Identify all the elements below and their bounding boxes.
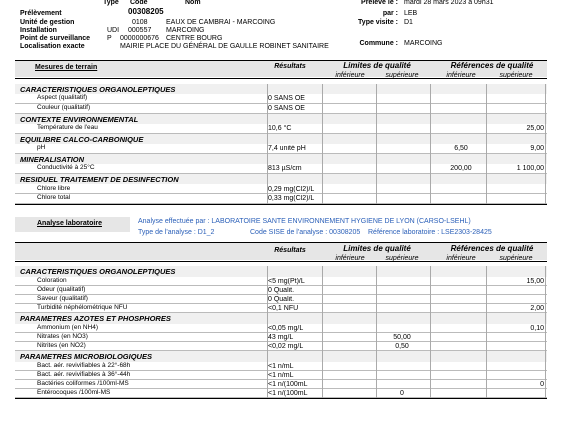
param-label: Bactéries coliformes /100ml-MS bbox=[37, 380, 129, 387]
param-result: 0 Qualit. bbox=[268, 287, 295, 294]
param-lim-sup: 0 bbox=[400, 390, 404, 397]
th-references: Références de qualité bbox=[450, 61, 534, 70]
column-divider bbox=[322, 266, 323, 398]
param-ref-sup: 25,00 bbox=[526, 125, 544, 133]
th-ref-sup-2: supérieure bbox=[499, 255, 533, 262]
column-divider bbox=[486, 266, 487, 398]
param-label: Chlore total bbox=[37, 194, 71, 202]
th-references-2: Références de qualité bbox=[450, 244, 534, 253]
column-divider bbox=[267, 266, 268, 398]
header-row-nom: CENTRE BOURG bbox=[166, 35, 223, 42]
param-result: <0,05 mg/L bbox=[268, 325, 304, 332]
section-title: PARAMETRES MICROBIOLOGIQUES bbox=[20, 351, 152, 361]
param-label: Aspect (qualitatif) bbox=[37, 94, 88, 102]
param-lim-sup: 0,50 bbox=[395, 343, 409, 350]
row-divider bbox=[15, 294, 547, 295]
param-label: Bact. aér. revivifiables à 36°-44h bbox=[37, 371, 131, 378]
param-ref-sup: 1 100,00 bbox=[516, 165, 544, 173]
param-result: <0,02 mg/L bbox=[268, 343, 304, 350]
header-row-label: Installation bbox=[20, 27, 57, 34]
param-lim-sup: 50,00 bbox=[393, 334, 411, 341]
section-title: MINERALISATION bbox=[20, 154, 85, 164]
param-result: 813 µS/cm bbox=[268, 165, 302, 173]
divider bbox=[15, 204, 547, 205]
row-divider bbox=[15, 332, 547, 333]
param-ref-inf: 200,00 bbox=[450, 165, 472, 173]
commune-label: Commune : bbox=[359, 40, 398, 47]
prelev-date-value: mardi 28 mars 2023 à 09h31 bbox=[404, 0, 494, 6]
prelevement-code: 00308205 bbox=[128, 7, 164, 16]
param-label: Bact. aér. revivifiables à 22°-68h bbox=[37, 362, 131, 369]
section-band bbox=[15, 154, 547, 164]
header-row-type: UDI bbox=[107, 27, 120, 34]
th-ref-inf-2: inférieure bbox=[446, 255, 476, 262]
param-label: Conductivité à 25°C bbox=[37, 164, 95, 172]
terrain-title: Mesures de terrain bbox=[35, 64, 98, 71]
param-label: Coloration bbox=[37, 277, 67, 284]
param-result: 43 mg/L bbox=[268, 334, 294, 341]
param-ref-sup: 2,00 bbox=[530, 305, 544, 312]
header-row-code: 0000000676 bbox=[120, 35, 159, 42]
header-col-type: Type bbox=[103, 0, 119, 6]
param-result: 10,6 °C bbox=[268, 125, 292, 133]
localisation-value: MAIRIE PLACE DU GÉNÉRAL DE GAULLE ROBINET SANITAIRE bbox=[120, 43, 329, 50]
param-ref-sup: 0 bbox=[540, 381, 544, 388]
param-result: <1 n/mL bbox=[268, 372, 294, 379]
column-divider bbox=[267, 84, 268, 204]
param-result: 0 SANS OE bbox=[268, 95, 305, 103]
param-result: 0,29 mg(Cl2)/L bbox=[268, 185, 315, 193]
column-divider bbox=[430, 84, 431, 204]
labo-line1: Analyse effectuée par : LABORATOIRE SANTE ENVIRONNEMENT HYGIENE DE LYON (CARSO-LSEHL) bbox=[138, 218, 471, 225]
param-result: <1 n/(100mL bbox=[268, 381, 308, 388]
param-label: Ammonium (en NH4) bbox=[37, 324, 99, 331]
divider bbox=[15, 78, 547, 79]
param-label: Nitrites (en NO2) bbox=[37, 342, 86, 349]
param-ref-inf: 6,50 bbox=[454, 145, 468, 153]
param-ref-sup: 9,00 bbox=[530, 145, 544, 153]
column-divider bbox=[322, 84, 323, 204]
param-label: Odeur (qualitatif) bbox=[37, 286, 86, 293]
header-row-code: 000557 bbox=[128, 27, 152, 34]
labo-ref: Référence laboratoire : LSE2303-28425 bbox=[368, 229, 492, 236]
param-result: 0 Qualit. bbox=[268, 296, 295, 303]
section-title: CARACTERISTIQUES ORGANOLEPTIQUES bbox=[20, 266, 176, 276]
param-result: <0,1 NFU bbox=[268, 305, 299, 312]
type-visite-value: D1 bbox=[404, 19, 413, 26]
th-ref-sup: supérieure bbox=[499, 72, 533, 79]
param-label: Chlore libre bbox=[37, 184, 71, 192]
th-lim-inf: inférieure bbox=[335, 72, 365, 79]
prelevement-label: Prélèvement bbox=[20, 10, 62, 17]
param-label: Nitrates (en NO3) bbox=[37, 333, 88, 340]
labo-type-analyse: Type de l'analyse : D1_2 bbox=[138, 229, 215, 236]
header-col-nom: Nom bbox=[185, 0, 201, 6]
header-row-nom: MARCOING bbox=[166, 27, 205, 34]
type-visite-label: Type visite : bbox=[358, 19, 398, 26]
column-divider bbox=[430, 266, 431, 398]
localisation-label: Localisation exacte bbox=[20, 43, 85, 50]
th-resultats: Résultats bbox=[274, 63, 306, 70]
param-label: Saveur (qualitatif) bbox=[37, 295, 88, 302]
param-ref-sup: 0,10 bbox=[530, 325, 544, 332]
labo-code-sise: Code SISE de l'analyse : 00308205 bbox=[250, 229, 361, 236]
header-row-type: P bbox=[107, 35, 112, 42]
column-divider bbox=[486, 84, 487, 204]
prelev-date-label: Prélevé le : bbox=[361, 0, 398, 6]
header-row-code: 0108 bbox=[132, 19, 148, 26]
param-label: Entérocoques /100ml-MS bbox=[37, 389, 111, 396]
param-result: <1 n/(100mL bbox=[268, 390, 308, 397]
column-divider bbox=[545, 266, 546, 398]
param-ref-sup: 15,00 bbox=[526, 278, 544, 285]
divider bbox=[15, 242, 547, 243]
th-lim-sup-2: supérieure bbox=[385, 255, 419, 262]
section-title: CARACTERISTIQUES ORGANOLEPTIQUES bbox=[20, 84, 176, 94]
param-label: Couleur (qualitatif) bbox=[37, 104, 91, 112]
row-divider bbox=[15, 341, 547, 342]
par-label: par : bbox=[382, 10, 398, 17]
param-result: 7,4 unité pH bbox=[268, 145, 306, 153]
header-row-nom: EAUX DE CAMBRAI - MARCOING bbox=[166, 19, 276, 26]
param-result: <1 n/mL bbox=[268, 363, 294, 370]
param-label: pH bbox=[37, 144, 46, 152]
th-limites-2: Limites de qualité bbox=[343, 244, 411, 253]
section-title: RESIDUEL TRAITEMENT DE DESINFECTION bbox=[20, 174, 179, 184]
header-row-label: Point de surveillance bbox=[20, 35, 91, 42]
divider bbox=[15, 261, 547, 262]
par-value: LEB bbox=[404, 10, 418, 17]
th-lim-inf-2: inférieure bbox=[335, 255, 365, 262]
header-col-code: Code bbox=[130, 0, 148, 6]
th-resultats-2: Résultats bbox=[274, 247, 306, 254]
param-label: Température de l'eau bbox=[37, 124, 98, 132]
section-title: EQUILIBRE CALCO-CARBONIQUE bbox=[20, 134, 144, 144]
column-divider bbox=[376, 266, 377, 398]
param-result: <5 mg(Pt)/L bbox=[268, 278, 305, 285]
param-result: 0,33 mg(Cl2)/L bbox=[268, 195, 315, 203]
param-label: Turbidité néphélométrique NFU bbox=[37, 304, 128, 311]
labo-title: Analyse laboratoire bbox=[37, 220, 102, 227]
column-divider bbox=[545, 84, 546, 204]
row-divider bbox=[15, 285, 547, 286]
param-result: 0 SANS OE bbox=[268, 105, 305, 113]
th-lim-sup: supérieure bbox=[385, 72, 419, 79]
th-ref-inf: inférieure bbox=[446, 72, 476, 79]
row-divider bbox=[15, 193, 547, 194]
commune-value: MARCOING bbox=[404, 40, 443, 47]
column-divider bbox=[376, 84, 377, 204]
th-limites: Limites de qualité bbox=[343, 61, 411, 70]
divider bbox=[15, 398, 547, 399]
section-title: CONTEXTE ENVIRONNEMENTAL bbox=[20, 114, 139, 124]
header-row-label: Unité de gestion bbox=[20, 19, 75, 26]
section-title: PARAMETRES AZOTES ET PHOSPHORES bbox=[20, 313, 171, 323]
row-divider bbox=[15, 103, 547, 104]
